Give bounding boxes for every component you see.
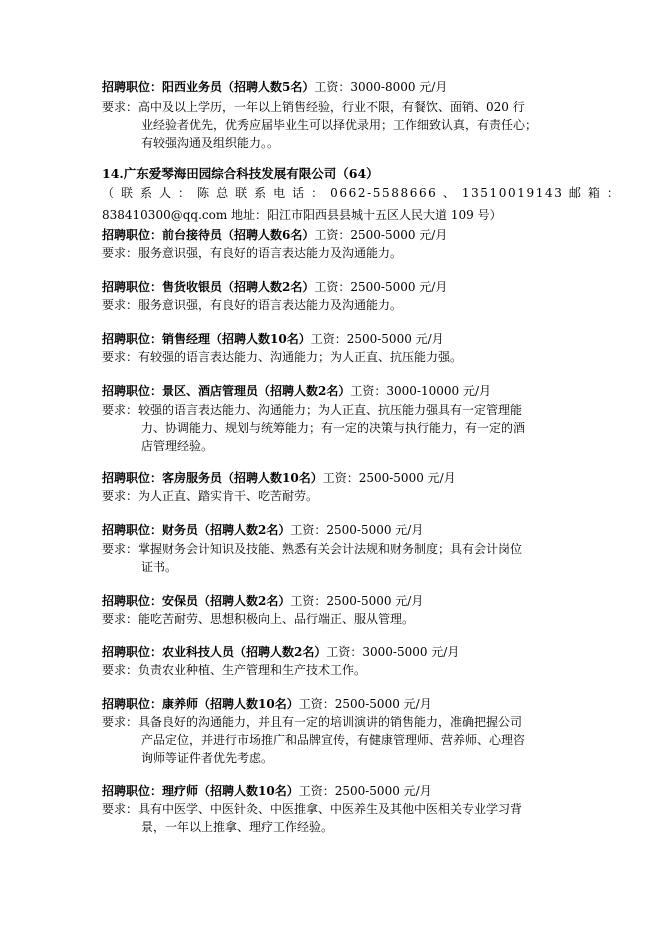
- job-heading: [0, 331, 662, 348]
- job-title: 招聘职位：客房服务员（招聘人数10名）: [102, 471, 323, 485]
- job-requirement: 要求：能吃苦耐劳、思想积极向上、品行端正、服从管理。: [102, 612, 415, 626]
- job-salary: 工资：2500-5000 元/月: [290, 523, 424, 537]
- job-requirement: 店管理经验。: [141, 439, 214, 453]
- job-heading: [0, 279, 662, 296]
- job-title: 招聘职位：景区、酒店管理员（招聘人数2名）: [102, 384, 351, 398]
- job-title: 招聘职位：售货收银员（招聘人数2名）: [102, 280, 315, 294]
- job-requirement: 要求：服务意识强，有良好的语言表达能力及沟通能力。: [102, 298, 403, 312]
- job-requirement: 询师等证件者优先考虑。: [141, 751, 274, 765]
- job-heading: [0, 470, 662, 487]
- job-salary: 工资：2500-5000 元/月: [322, 471, 456, 485]
- job-requirement: 要求：有较强的语言表达能力、沟通能力；为人正直、抗压能力强。: [102, 350, 463, 364]
- job-heading: [0, 644, 662, 661]
- job-heading: [0, 79, 662, 96]
- job-salary: 工资：3000-10000 元/月: [350, 384, 491, 398]
- job-requirement: 景，一年以上推拿、理疗工作经验。: [141, 820, 334, 834]
- job-requirement: 要求：负责农业种植、生产管理和生产技术工作。: [102, 663, 367, 677]
- job-heading: [0, 593, 662, 610]
- job-title: 招聘职位：安保员（招聘人数2名）: [102, 594, 291, 608]
- job-heading: [0, 696, 662, 713]
- job-requirement: 要求：高中及以上学历，一年以上销售经验，行业不限，有餐饮、面销、020 行: [102, 100, 525, 114]
- job-requirement: 要求：具备良好的沟通能力，并且有一定的培训演讲的销售能力，准确把握公司: [102, 715, 523, 729]
- job-heading: [0, 227, 662, 244]
- job-salary: 工资：2500-5000 元/月: [298, 697, 432, 711]
- job-requirement: 要求：具有中医学、中医针灸、中医推拿、中医养生及其他中医相关专业学习背: [102, 802, 523, 816]
- job-salary: 工资：2500-5000 元/月: [310, 332, 444, 346]
- job-requirement: 有较强沟通及组织能力。。: [141, 136, 280, 150]
- job-title: 招聘职位：农业科技人员（招聘人数2名）: [102, 645, 327, 659]
- job-title: 招聘职位：康养师（招聘人数10名）: [102, 697, 299, 711]
- job-requirement: 要求：服务意识强，有良好的语言表达能力及沟通能力。: [102, 246, 403, 260]
- job-title: 招聘职位：理疗师（招聘人数10名）: [102, 784, 299, 798]
- job-salary: 工资：2500-5000 元/月: [314, 280, 448, 294]
- job-requirement: 要求：较强的语言表达能力、沟通能力；为人正直、抗压能力强具有一定管理能: [102, 403, 523, 417]
- job-title: 招聘职位：销售经理（招聘人数10名）: [102, 332, 311, 346]
- job-title: 招聘职位：财务员（招聘人数2名）: [102, 523, 291, 537]
- job-salary: 工资：2500-5000 元/月: [314, 228, 448, 242]
- job-requirement: 力、协调能力、规划与统筹能力；有一定的决策与执行能力，有一定的酒: [141, 421, 526, 435]
- job-requirement: 证书。: [141, 560, 178, 574]
- job-salary: 工资：2500-5000 元/月: [290, 594, 424, 608]
- job-salary: 工资：3000-5000 元/月: [326, 645, 460, 659]
- job-title: 招聘职位：前台接待员（招聘人数6名）: [102, 228, 315, 242]
- job-requirement: 业经验者优先，优秀应届毕业生可以择优录用；工作细致认真，有责任心；: [141, 118, 538, 132]
- company-contact: 838410300@qq.com 地址：阳江市阳西县县城十五区人民大道 109 号）: [102, 208, 502, 222]
- job-requirement: 要求：掌握财务会计知识及技能、熟悉有关会计法规和财务制度；具有会计岗位: [102, 542, 523, 556]
- job-heading: [0, 522, 662, 539]
- job-salary: 工资：3000-8000 元/月: [314, 80, 448, 94]
- company-heading: 14.广东爱琴海田园综合科技发展有限公司（64）: [102, 166, 379, 181]
- job-salary: 工资：2500-5000 元/月: [298, 784, 432, 798]
- company-contact: （ 联 系 人 ： 陈 总 联 系 电 话 ： 0662-5588666 、 13510019143 邮 箱 ：: [102, 186, 621, 200]
- job-requirement: 产品定位，并进行市场推广和品牌宣传，有健康管理师、营养师、心理咨: [141, 733, 526, 747]
- job-requirement: 要求：为人正直、踏实肯干、吃苦耐劳。: [102, 489, 319, 503]
- job-title: 招聘职位：阳西业务员（招聘人数5名）: [102, 80, 315, 94]
- job-heading: [0, 383, 662, 400]
- job-heading: [0, 783, 662, 800]
